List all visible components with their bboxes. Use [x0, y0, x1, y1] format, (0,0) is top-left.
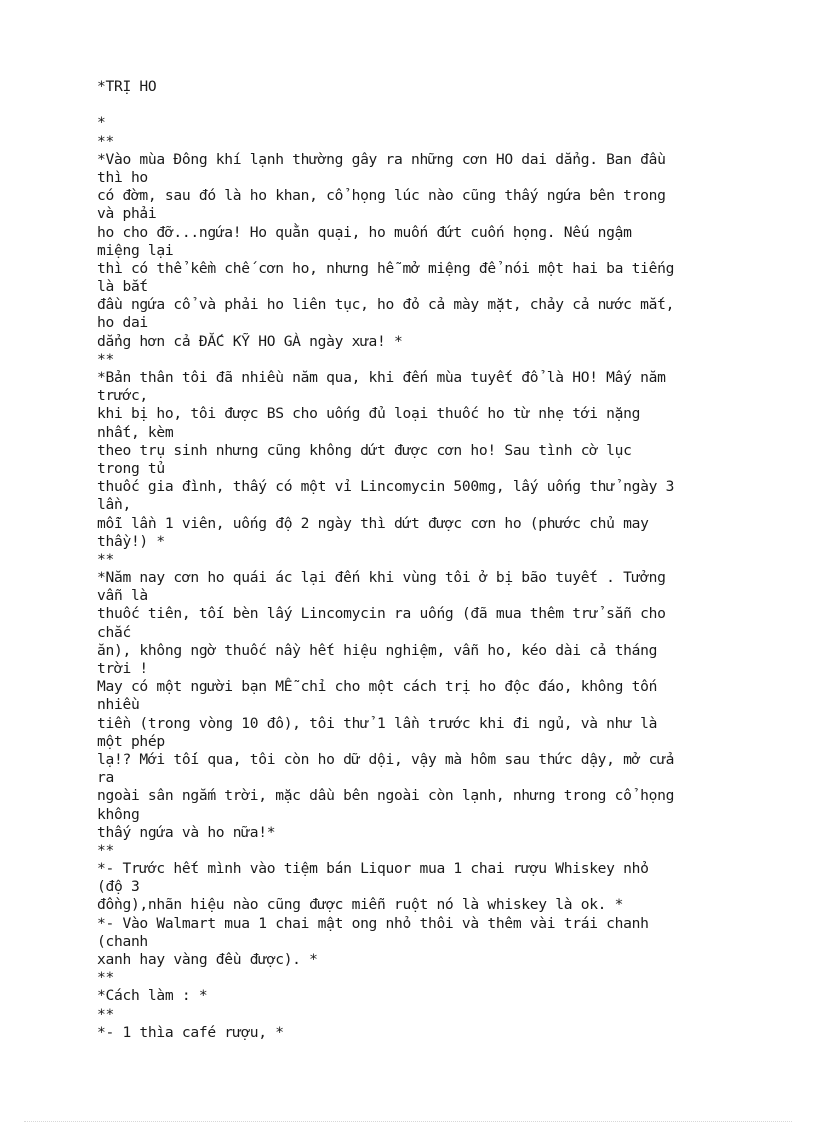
text-line: *Năm nay cơn ho quái ác lại đến khi vùng tôi ở bị bão tuyết . Tưởng [97, 569, 666, 587]
text-line: *Bản thân tôi đã nhiều năm qua, khi đến mùa tuyết đổ là HO! Mấy năm [97, 369, 666, 386]
text-line: ** [97, 132, 114, 150]
text-line: miệng lại [97, 241, 174, 259]
text-line: ho dai [97, 314, 148, 332]
text-line: đồng),nhãn hiệu nào cũng được miễn ruột nó là whiskey là ok. * [97, 896, 624, 914]
text-line: nhất, kèm [97, 423, 174, 441]
text-line: xanh hay vàng đều được). * [97, 951, 318, 968]
text-line: *Vào mùa Đông khí lạnh thường gây ra những cơn HO dai dẳng. Ban đầu [97, 150, 666, 168]
text-line: ra [97, 769, 114, 787]
text-line: lạ!? Mới tối qua, tôi còn ho dữ dội, vậy mà hôm sau thức dậy, mở cửa [97, 750, 675, 768]
text-line: thì ho [97, 168, 148, 186]
page-bottom-edge [24, 1121, 792, 1122]
text-line: chắc [97, 623, 131, 641]
text-line: là bắt [97, 278, 148, 296]
text-line: * [97, 114, 106, 132]
text-line: *- Vào Walmart mua 1 chai mật ong nhỏ thôi và thêm vài trái chanh [97, 914, 649, 932]
text-line [97, 96, 787, 114]
text-line: thuốc gia đình, thấy có một vỉ Lincomycin 500mg, lấy uống thử ngày 3 [97, 478, 675, 496]
text-line: ** [97, 1005, 114, 1023]
text-line: thấy ngứa và ho nữa!* [97, 823, 276, 841]
text-line: ăn), không ngờ thuốc nầy hết hiệu nghiệm, vẫn ho, kéo dài cả tháng [97, 641, 658, 659]
text-line: lần, [97, 496, 131, 514]
text-line: nhiều [97, 696, 140, 714]
text-line: ho cho đỡ...ngứa! Ho quằn quại, ho muốn đứt cuốn họng. Nếu ngậm [97, 223, 632, 241]
text-line: tiền (trong vòng 10 đô), tôi thử 1 lần trước khi đi ngủ, và như là [97, 714, 658, 732]
text-line: thì có thể kềm chế cơn ho, nhưng hễ mở miệng để nói một hai ba tiếng [97, 259, 675, 277]
document-body [97, 78, 787, 1042]
text-line: vẫn là [97, 587, 148, 605]
text-line: thầy!) * [97, 532, 165, 550]
text-line: mỗi lần 1 viên, uống độ 2 ngày thì dứt được cơn ho (phước chủ may [97, 514, 649, 532]
text-line: *Cách làm : * [97, 987, 208, 1005]
text-line: ** [97, 841, 114, 859]
text-line: trong tủ [97, 459, 165, 477]
text-line: ** [97, 550, 114, 568]
text-line: ngoài sân ngắm trời, mặc dầu bên ngoài còn lạnh, nhưng trong cổ họng [97, 787, 675, 805]
text-line: thuốc tiên, tối bèn lấy Lincomycin ra uống (đã mua thêm trử sẵn cho [97, 605, 666, 623]
text-line: (độ 3 [97, 878, 140, 896]
text-line: có đờm, sau đó là ho khan, cổ họng lúc nào cũng thấy ngứa bên trong [97, 187, 666, 205]
text-line: dẳng hơn cả ĐẮC KỸ HO GÀ ngày xưa! * [97, 332, 403, 350]
text-line: ** [97, 350, 114, 368]
text-line: *- Trước hết mình vào tiệm bán Liquor mua 1 chai rượu Whiskey nhỏ [97, 860, 649, 878]
text-line: May có một người bạn MỄ chỉ cho một cách trị ho độc đáo, không tốn [97, 678, 658, 696]
text-line: trước, [97, 387, 148, 405]
text-line: và phải [97, 205, 157, 223]
text-line: khi bị ho, tôi được BS cho uống đủ loại thuốc ho từ nhẹ tới nặng [97, 405, 641, 423]
text-line: trời ! [97, 660, 148, 677]
text-line: *TRỊ HO [97, 78, 157, 95]
text-line: không [97, 805, 140, 823]
text-line: *- 1 thìa café rượu, * [97, 1023, 284, 1041]
text-line: đầu ngứa cổ và phải ho liên tục, ho đỏ cả mày mặt, chảy cả nước mắt, [97, 296, 675, 314]
text-line: một phép [97, 732, 165, 750]
text-line: ** [97, 969, 114, 987]
text-line: (chanh [97, 932, 148, 950]
text-line: theo trụ sinh nhưng cũng không dứt được cơn ho! Sau tình cờ lục [97, 441, 632, 459]
